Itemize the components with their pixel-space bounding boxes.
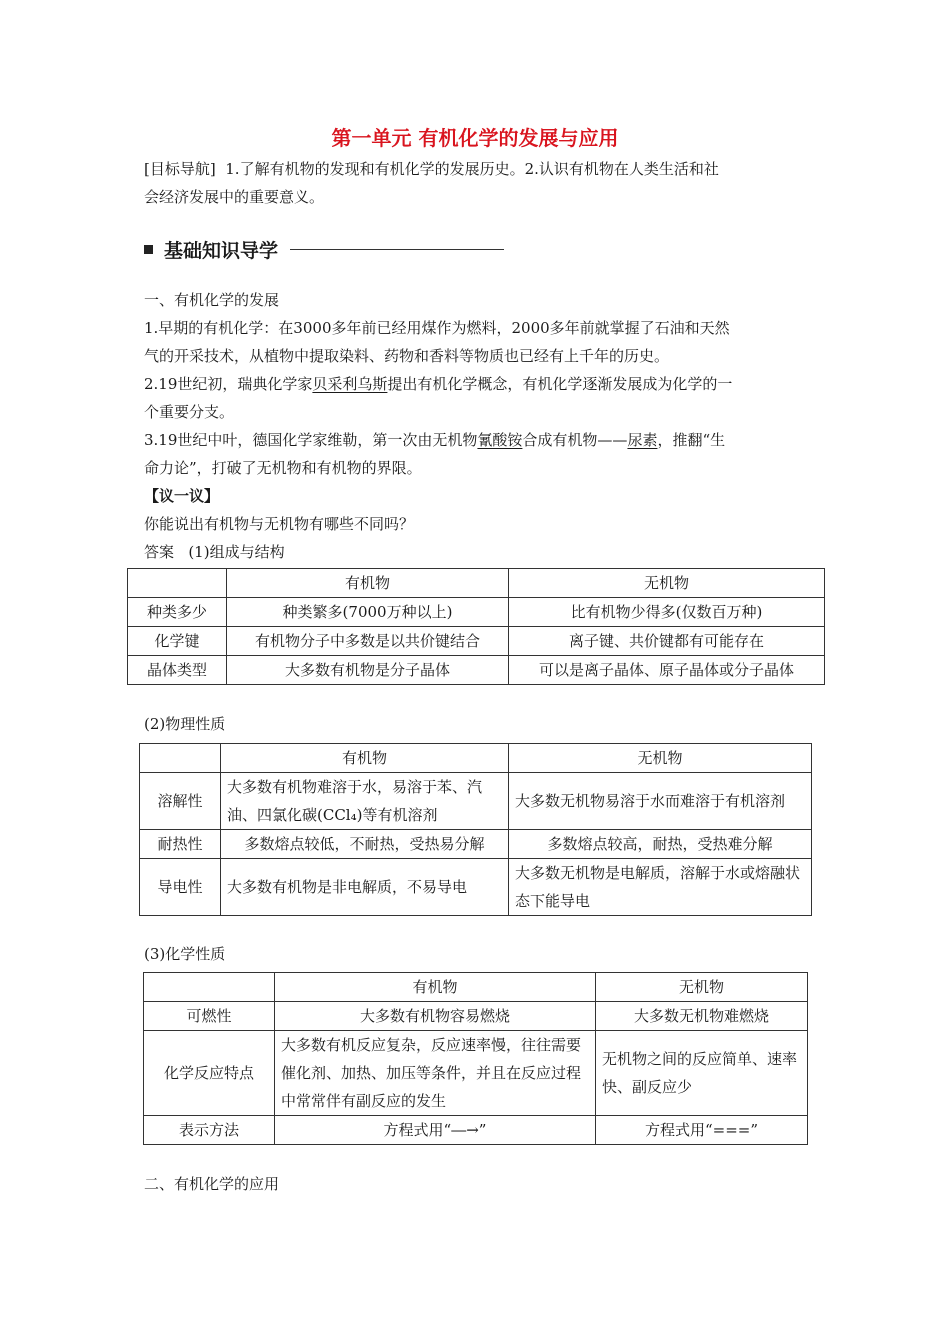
p3-line-1: 3.19世纪中叶，德国化学家维勒，第一次由无机物氰酸铵合成有机物——尿素，推翻“生 [144, 431, 726, 449]
sub-heading-chemical: (3)化学性质 [144, 945, 226, 963]
chemical-table [143, 972, 808, 1145]
table-row: 有机物 无机物 [128, 569, 825, 598]
page-title: 第一单元 有机化学的发展与应用 [331, 126, 619, 150]
table-row: 耐热性 多数熔点较低，不耐热，受热易分解 多数熔点较高，耐热，受热难分解 [140, 830, 812, 859]
table-row: 种类多少 种类繁多(7000万种以上) 比有机物少得多(仅数百万种) [128, 598, 825, 627]
compound-name: 氰酸铵 [477, 431, 523, 449]
goal-block [144, 155, 824, 211]
part2-heading: 二、有机化学的应用 [144, 1175, 280, 1193]
discuss-question: 你能说出有机物与无机物有哪些不同吗？ [144, 515, 415, 533]
goal-label: [目标导航] [144, 160, 216, 178]
table-row: 表示方法 方程式用“―→” 方程式用“===” [144, 1116, 808, 1145]
table-row: 有机物 无机物 [144, 973, 808, 1002]
p2-line-1: 2.19世纪初，瑞典化学家贝采利乌斯提出有机化学概念，有机化学逐渐发展成为化学的一 [144, 375, 733, 393]
section-rule [290, 249, 504, 250]
physical-table [139, 743, 812, 916]
section-title: 基础知识导学 [164, 239, 279, 262]
table-row: 有机物 无机物 [140, 744, 812, 773]
table-row: 化学键 有机物分子中多数是以共价键结合 离子键、共价键都有可能存在 [128, 627, 825, 656]
p1-line-1: 1.早期的有机化学：在3000多年前已经用煤作为燃料，2000多年前就掌握了石油和天然 [144, 319, 730, 337]
sub-heading-physical: (2)物理性质 [144, 715, 226, 733]
p3-line-2: 命力论”，打破了无机物和有机物的界限。 [144, 459, 422, 477]
goal-line-2: 会经济发展中的重要意义。 [144, 188, 325, 206]
answer-line: 答案 (1)组成与结构 [144, 543, 285, 561]
composition-table [127, 568, 825, 685]
product-name: 尿素 [627, 431, 658, 449]
square-bullet-icon [144, 245, 153, 254]
table-row: 溶解性 大多数有机物难溶于水，易溶于苯、汽油、四氯化碳(CCl₄)等有机溶剂 大多数无机物易溶于水而难溶于有机溶剂 [140, 773, 812, 830]
p2-line-2: 个重要分支。 [144, 403, 235, 421]
section-heading [144, 234, 504, 264]
table-row: 可燃性 大多数有机物容易燃烧 大多数无机物难燃烧 [144, 1002, 808, 1031]
goal-line-1: [目标导航] 1.了解有机物的发现和有机化学的发展历史。2.认识有机物在人类生活和社 [144, 160, 719, 178]
part1-heading: 一、有机化学的发展 [144, 291, 280, 309]
discuss-label: 【议一议】 [144, 487, 220, 505]
p1-line-2: 气的开采技术，从植物中提取染料、药物和香料等物质也已经有上千年的历史。 [144, 347, 670, 365]
table-row: 导电性 大多数有机物是非电解质，不易导电 大多数无机物是电解质，溶解于水或熔融状态下能导电 [140, 859, 812, 916]
scientist-name: 贝采利乌斯 [312, 375, 388, 393]
table-row: 晶体类型 大多数有机物是分子晶体 可以是离子晶体、原子晶体或分子晶体 [128, 656, 825, 685]
part1-block [144, 286, 824, 566]
table-row: 化学反应特点 大多数有机反应复杂，反应速率慢，往往需要催化剂、加热、加压等条件，并且在反应过程中常常伴有副反应的发生 无机物之间的反应简单、速率快、副反应少 [144, 1031, 808, 1116]
